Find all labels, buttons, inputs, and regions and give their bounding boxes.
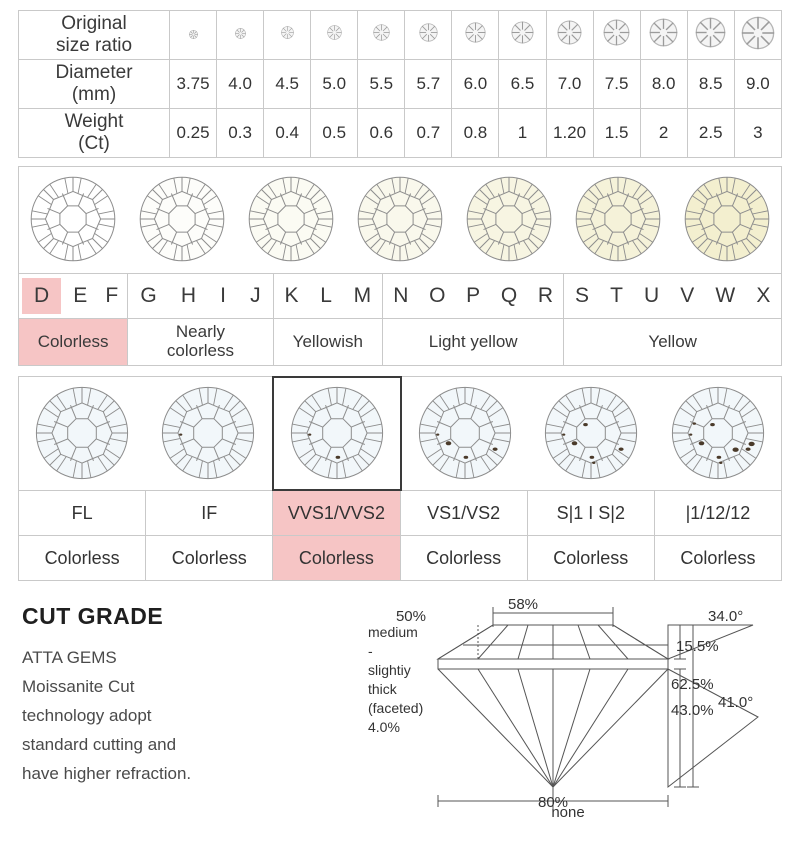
color-letter: D: [22, 278, 61, 314]
label-crown-height: 15.5%: [676, 638, 719, 655]
cut-grade-body-line: ATTA GEMS: [22, 648, 117, 667]
color-letter: I: [220, 284, 226, 307]
row-label-diameter: [19, 60, 170, 109]
weight-value: 1: [499, 109, 546, 158]
gem-sparkle-icon: [695, 17, 726, 48]
color-grade-gem-icon: [672, 167, 781, 273]
gem-sparkle-icon: [281, 26, 294, 39]
label-culet: none: [551, 804, 585, 817]
gem-size-cell: [311, 11, 358, 60]
clarity-grade-label: VVS1/VVS2: [273, 491, 400, 535]
table-row-diameter: [19, 60, 782, 109]
color-letter: K: [284, 284, 299, 307]
weight-value: 0.3: [217, 109, 264, 158]
color-grade-chart: [18, 166, 782, 366]
color-grade-name: Yellow: [648, 331, 697, 351]
row-label-line2: (mm): [71, 84, 117, 105]
gem-size-cell: [499, 11, 546, 60]
color-grade-name: Colorless: [19, 319, 128, 365]
gem-size-cell: [217, 11, 264, 60]
color-grade-name: Yellowish: [274, 319, 383, 365]
color-letter: L: [320, 284, 332, 307]
cut-grade-section: [18, 597, 782, 818]
gem-sparkle-icon: [465, 22, 486, 43]
size-ratio-table: [18, 10, 782, 158]
clarity-sub-label: Colorless: [273, 536, 400, 580]
color-name-row: [19, 319, 781, 365]
clarity-grade-gem-icon: [145, 377, 271, 490]
color-letter: P: [466, 284, 481, 307]
color-letter: J: [250, 284, 261, 307]
row-label-line2: (Ct): [78, 133, 110, 154]
weight-value: 0.6: [358, 109, 405, 158]
clarity-grade-label: VS1/VS2: [401, 491, 528, 535]
weight-value: 1.20: [546, 109, 593, 158]
clarity-sub-label: Colorless: [146, 536, 273, 580]
color-letter: V: [680, 284, 695, 307]
cut-proportion-diagram: [368, 597, 798, 817]
color-letter: O: [429, 284, 446, 307]
label-girdle-desc-line: -: [368, 643, 373, 659]
table-row-size-ratio: [19, 11, 782, 60]
clarity-label-row: [19, 491, 781, 536]
gem-size-cell: [546, 11, 593, 60]
gem-size-cell: [734, 11, 781, 60]
label-pavilion-depth: 43.0%: [671, 702, 714, 719]
weight-value: 0.25: [170, 109, 217, 158]
clarity-sub-label: Colorless: [528, 536, 655, 580]
gem-size-cell: [264, 11, 311, 60]
color-letter: R: [537, 284, 553, 307]
clarity-sub-row: [19, 536, 781, 580]
diameter-value: 3.75: [170, 60, 217, 109]
gem-sparkle-icon: [419, 23, 438, 42]
color-letter: M: [353, 284, 372, 307]
label-girdle-desc-line: 4.0%: [368, 719, 400, 735]
color-gem-row: [19, 167, 781, 274]
color-letter: U: [644, 284, 660, 307]
diameter-value: 6.0: [452, 60, 499, 109]
clarity-grade-label: S|1 I S|2: [528, 491, 655, 535]
color-grade-name: Light yellow: [383, 319, 564, 365]
clarity-gem-row: [19, 377, 781, 491]
gem-sparkle-icon: [603, 19, 630, 46]
color-grade-gem-icon: [346, 167, 455, 273]
row-label-line1: Diameter: [55, 62, 133, 84]
clarity-grade-gem-icon: [528, 377, 654, 490]
color-letter-row: [19, 274, 781, 319]
color-letter-group: [383, 274, 564, 318]
diameter-value: 9.0: [734, 60, 781, 109]
color-grade-gem-icon: [237, 167, 346, 273]
weight-value: 3: [734, 109, 781, 158]
weight-value: 0.5: [311, 109, 358, 158]
label-table-pct: 58%: [507, 597, 539, 613]
diameter-value: 5.7: [405, 60, 452, 109]
clarity-grade-label: IF: [146, 491, 273, 535]
gem-size-cell: [593, 11, 640, 60]
color-letter: N: [393, 284, 409, 307]
diameter-value: 8.5: [687, 60, 734, 109]
gem-size-cell: [640, 11, 687, 60]
cut-grade-title: CUT GRADE: [22, 603, 164, 629]
label-lower-girdle: 80%: [537, 794, 569, 811]
color-grade-gem-icon: [128, 167, 237, 273]
color-letter: S: [574, 284, 589, 307]
gem-sparkle-icon: [235, 28, 246, 39]
gem-sparkle-icon: [649, 18, 678, 47]
diameter-value: 7.0: [546, 60, 593, 109]
row-label-line2: size ratio: [55, 35, 133, 56]
diameter-value: 4.5: [264, 60, 311, 109]
weight-value: 2: [640, 109, 687, 158]
color-letter-group: [19, 274, 128, 318]
color-letter: H: [180, 284, 196, 307]
gem-sparkle-icon: [189, 30, 198, 39]
label-girdle-desc-line: thick: [368, 681, 397, 697]
weight-value: 0.8: [452, 109, 499, 158]
label-total-depth: 62.5%: [671, 676, 714, 693]
clarity-grade-gem-icon: [655, 377, 781, 490]
diameter-value: 7.5: [593, 60, 640, 109]
weight-value: 0.7: [405, 109, 452, 158]
clarity-sub-label: Colorless: [680, 547, 756, 568]
label-crown-angle: 34.0°: [708, 608, 744, 625]
gem-size-cell: [405, 11, 452, 60]
row-label-weight: [19, 109, 170, 158]
color-letter: W: [715, 284, 736, 307]
cut-grade-body-line: have higher refraction.: [22, 763, 192, 783]
color-letter: F: [105, 284, 119, 307]
label-girdle-desc-line: medium: [368, 624, 418, 640]
gem-sparkle-icon: [327, 25, 342, 40]
cut-grade-body-line: technology adopt: [22, 705, 152, 725]
clarity-grade-gem-icon: [19, 377, 145, 490]
gem-sparkle-icon: [557, 20, 582, 45]
row-label-size-ratio: [19, 11, 170, 60]
clarity-sub-label: Colorless: [19, 536, 146, 580]
cut-grade-body: [22, 644, 272, 788]
color-grade-gem-icon: [454, 167, 563, 273]
weight-value: 1.5: [593, 109, 640, 158]
gem-sparkle-icon: [741, 16, 775, 50]
cut-grade-body-line: Moissanite Cut: [22, 676, 135, 696]
diameter-value: 5.0: [311, 60, 358, 109]
label-girdle-desc-line: (faceted): [368, 700, 424, 716]
label-girdle-desc-line: slightiy: [368, 662, 411, 678]
color-letter-group: [128, 274, 273, 318]
color-grade-gem-icon: [19, 167, 128, 273]
table-row-weight: [19, 109, 782, 158]
label-crown-pct: 50%: [395, 608, 426, 625]
gem-size-cell: [687, 11, 734, 60]
color-grade-gem-icon: [563, 167, 672, 273]
clarity-grade-label: FL: [19, 491, 146, 535]
row-label-line1: Original: [61, 13, 127, 35]
weight-value: 0.4: [264, 109, 311, 158]
color-letter-group: [274, 274, 383, 318]
cut-grade-body-line: standard cutting and: [22, 734, 177, 754]
weight-value: 2.5: [687, 109, 734, 158]
diameter-value: 4.0: [217, 60, 264, 109]
label-pavilion-angle: 41.0°: [718, 694, 754, 711]
clarity-grade-gem-icon: [272, 376, 402, 491]
clarity-grade-gem-icon: [402, 377, 528, 490]
color-letter: G: [140, 284, 157, 307]
color-grade-name: Nearly colorless: [128, 319, 273, 365]
gem-size-cell: [358, 11, 405, 60]
clarity-sub-label: Colorless: [401, 536, 528, 580]
color-letter: T: [610, 284, 623, 307]
gem-sparkle-icon: [373, 24, 390, 41]
color-letter: Q: [500, 284, 518, 307]
gem-sparkle-icon: [511, 21, 534, 44]
gem-size-cell: [452, 11, 499, 60]
clarity-grade-label: |1/12/12: [685, 502, 751, 523]
diameter-value: 8.0: [640, 60, 687, 109]
color-letter: X: [756, 284, 771, 307]
row-label-line1: Weight: [64, 111, 124, 133]
diameter-value: 5.5: [358, 60, 405, 109]
clarity-grade-chart: [18, 376, 782, 581]
diameter-value: 6.5: [499, 60, 546, 109]
color-letter: E: [73, 284, 88, 307]
gem-size-cell: [170, 11, 217, 60]
color-letter-group: [564, 274, 781, 318]
